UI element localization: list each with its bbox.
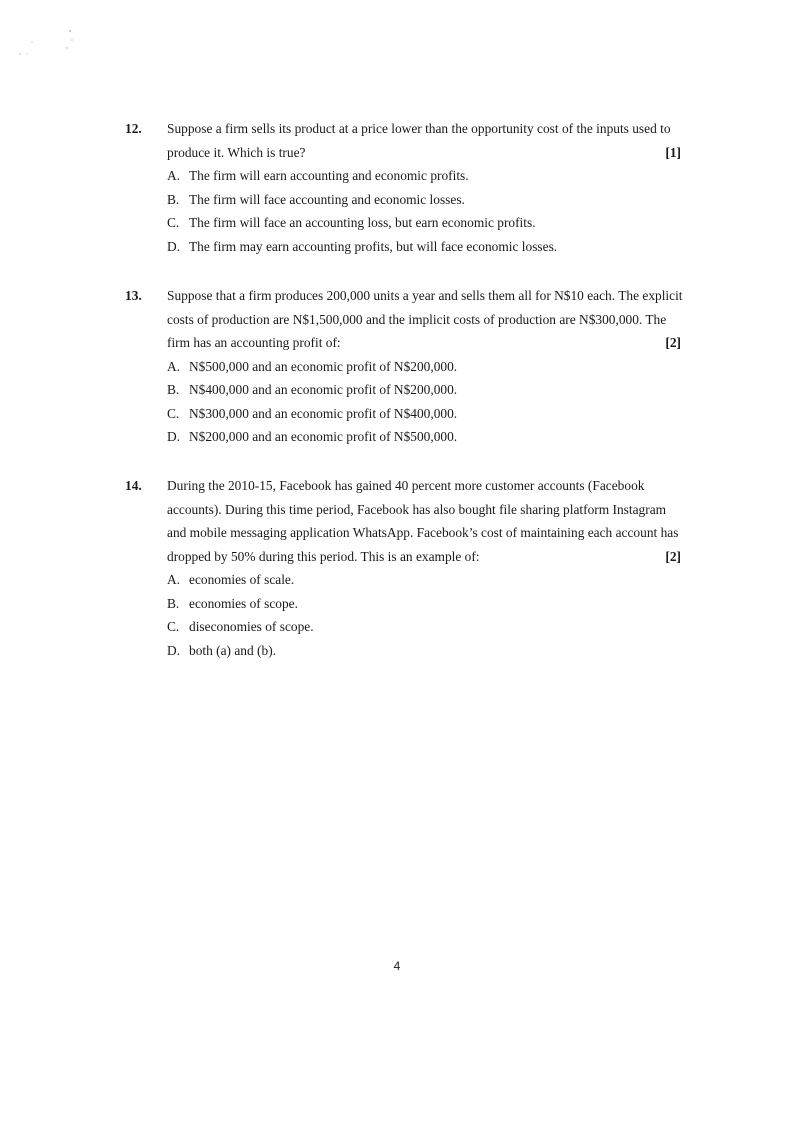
option-text: economies of scale.	[189, 572, 295, 587]
option-letter: D.	[167, 429, 181, 444]
question-stem-continued	[146, 498, 690, 522]
question-number: 13.	[125, 288, 142, 303]
option-text: The firm will face an accounting loss, but earn economic profits.	[189, 215, 536, 230]
question-stem	[125, 474, 690, 498]
question-last-line-row	[146, 331, 690, 355]
answer-option-c	[146, 211, 690, 235]
question-number: 12.	[125, 121, 142, 136]
question-last-line-row	[146, 545, 690, 569]
stem-line: costs of production are N$1,500,000 and the implicit costs of production are N$300,000. The	[167, 311, 667, 327]
answer-options	[146, 355, 690, 449]
stem-line: During the 2010-15, Facebook has gained 40 percent more customer accounts (Facebook	[167, 478, 645, 493]
answer-option-c	[146, 402, 690, 426]
answer-option-d	[146, 235, 690, 259]
option-letter: D.	[167, 642, 181, 658]
option-text: both (a) and (b).	[189, 642, 277, 658]
answer-option-a	[146, 164, 690, 188]
question-12	[125, 117, 690, 258]
answer-option-a	[146, 355, 690, 379]
option-letter: C.	[167, 619, 180, 634]
question-14	[125, 474, 690, 662]
option-text: diseconomies of scope.	[189, 619, 314, 634]
answer-option-d	[146, 425, 690, 449]
option-text: N$300,000 and an economic profit of N$400,000.	[189, 405, 458, 421]
answer-option-d	[146, 639, 690, 663]
marks-allocation: [2]	[665, 548, 681, 564]
page-number: 4	[393, 959, 401, 973]
stem-line: dropped by 50% during this period. This is an example of:	[167, 548, 480, 564]
option-text: economies of scope.	[189, 595, 298, 611]
stem-line: Suppose that a firm produces 200,000 units a year and sells them all for N$10 each. The explicit	[167, 288, 683, 303]
option-letter: B.	[167, 191, 180, 207]
answer-option-b	[146, 188, 690, 212]
option-text: N$500,000 and an economic profit of N$200,000.	[189, 358, 458, 374]
stem-line: Suppose a firm sells its product at a price lower than the opportunity cost of the inputs used to	[167, 121, 671, 136]
option-letter: A.	[167, 358, 181, 374]
answer-options	[146, 568, 690, 662]
answer-option-b	[146, 378, 690, 402]
answer-option-c	[146, 615, 690, 639]
stem-line: firm has an accounting profit of:	[167, 335, 341, 350]
option-text: The firm will earn accounting and economic profits.	[189, 168, 469, 183]
question-stem	[125, 284, 690, 308]
option-text: The firm will face accounting and economic losses.	[189, 191, 465, 207]
marks-allocation: [1]	[665, 144, 681, 160]
option-letter: B.	[167, 595, 180, 611]
stem-line: and mobile messaging application WhatsApp. Facebook’s cost of maintaining each account has	[167, 525, 679, 540]
option-text: N$200,000 and an economic profit of N$500,000.	[189, 429, 458, 444]
question-stem	[125, 117, 690, 141]
option-text: The firm may earn accounting profits, but will face economic losses.	[189, 238, 558, 254]
scan-specks	[10, 28, 90, 68]
stem-line: produce it. Which is true?	[167, 144, 306, 160]
option-letter: A.	[167, 168, 181, 183]
option-text: N$400,000 and an economic profit of N$200,000.	[189, 382, 458, 397]
option-letter: A.	[167, 572, 181, 587]
question-stem-continued	[146, 521, 690, 545]
stem-line: accounts). During this time period, Facebook has also bought file sharing platform Instagram	[167, 501, 667, 517]
option-letter: C.	[167, 215, 180, 230]
option-letter: D.	[167, 238, 181, 254]
question-number: 14.	[125, 478, 142, 493]
question-stem-continued	[146, 308, 690, 332]
marks-allocation: [2]	[665, 335, 681, 350]
option-letter: C.	[167, 405, 180, 421]
question-last-line-row	[146, 141, 690, 165]
answer-option-a	[146, 568, 690, 592]
answer-options	[146, 164, 690, 258]
answer-option-b	[146, 592, 690, 616]
question-13	[125, 284, 690, 449]
option-letter: B.	[167, 382, 180, 397]
